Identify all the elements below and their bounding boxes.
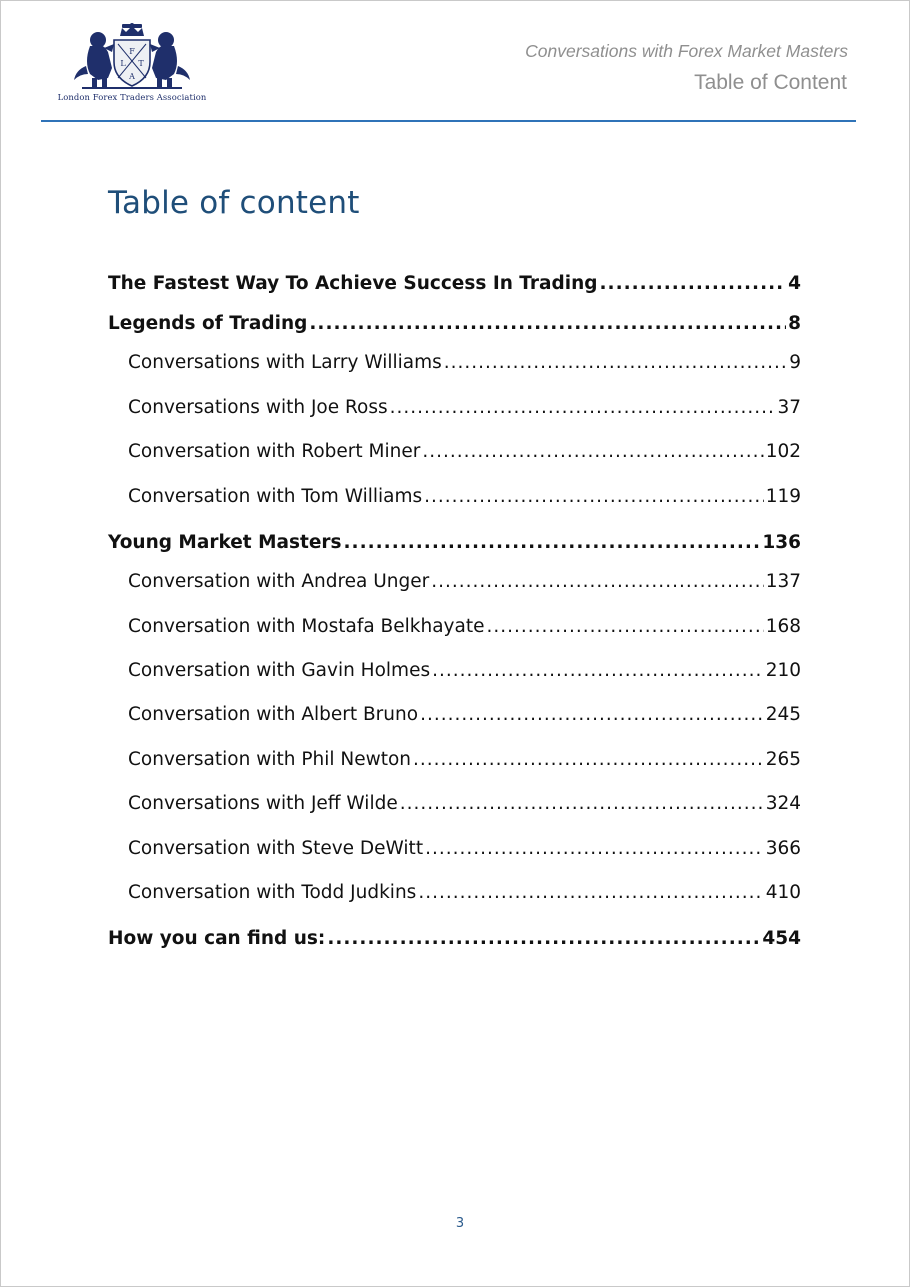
toc-entry-text: Conversations with Larry Williams bbox=[128, 352, 442, 373]
logo-letter-l: L bbox=[120, 59, 126, 68]
header-subtitle: Conversations with Forex Market Masters bbox=[525, 41, 848, 61]
logo-caption: London Forex Traders Association bbox=[57, 92, 207, 102]
toc-entry-page: 245 bbox=[765, 704, 801, 725]
dot-leader bbox=[390, 397, 776, 418]
toc-entry-text: Conversation with Tom Williams bbox=[128, 486, 423, 507]
toc-entry[interactable] bbox=[108, 928, 801, 949]
toc-entry-page: 37 bbox=[777, 397, 801, 418]
toc-entry-page: 410 bbox=[765, 882, 801, 903]
toc-entry[interactable] bbox=[108, 273, 801, 294]
logo-letter-t: T bbox=[138, 59, 144, 68]
toc-entry[interactable] bbox=[128, 352, 801, 373]
dot-leader bbox=[431, 571, 763, 592]
toc-entry-text: Conversation with Andrea Unger bbox=[128, 571, 430, 592]
toc-entry-page: 210 bbox=[765, 660, 801, 681]
toc-entry-text: The Fastest Way To Achieve Success In Trading bbox=[108, 273, 598, 294]
crest-icon bbox=[68, 22, 196, 92]
toc-entry-page: 119 bbox=[765, 486, 801, 507]
toc-entry-page: 4 bbox=[788, 273, 801, 294]
toc-entry-page: 137 bbox=[765, 571, 801, 592]
toc-entry[interactable] bbox=[128, 397, 801, 418]
toc-entry-page: 9 bbox=[789, 352, 801, 373]
toc-entry-text: Legends of Trading bbox=[108, 313, 308, 334]
dot-leader bbox=[400, 793, 764, 814]
toc-entry[interactable] bbox=[128, 749, 801, 770]
dot-leader bbox=[432, 660, 764, 681]
dot-leader bbox=[413, 749, 764, 770]
dot-leader bbox=[420, 704, 764, 725]
toc-entry-text: Conversation with Albert Bruno bbox=[128, 704, 419, 725]
toc-entry-text: Conversation with Mostafa Belkhayate bbox=[128, 616, 485, 637]
toc-entry-text: How you can find us: bbox=[108, 928, 326, 949]
page-number: 3 bbox=[455, 1216, 465, 1231]
toc-entry-text: Conversations with Jeff Wilde bbox=[128, 793, 398, 814]
dot-leader bbox=[486, 616, 763, 637]
toc-entry-page: 136 bbox=[762, 532, 801, 553]
toc-entry[interactable] bbox=[128, 571, 801, 592]
toc-entry-page: 366 bbox=[765, 838, 801, 859]
toc-entry[interactable] bbox=[108, 532, 801, 553]
toc-entry-text: Conversation with Gavin Holmes bbox=[128, 660, 431, 681]
toc-entry[interactable] bbox=[108, 313, 801, 334]
dot-leader bbox=[344, 532, 761, 553]
toc-entry[interactable] bbox=[128, 704, 801, 725]
toc-entry[interactable] bbox=[128, 616, 801, 637]
dot-leader bbox=[600, 273, 787, 294]
dot-leader bbox=[444, 352, 787, 373]
dot-leader bbox=[327, 928, 760, 949]
toc-entry-page: 102 bbox=[765, 441, 801, 462]
toc-entry[interactable] bbox=[128, 882, 801, 903]
toc-entry-page: 265 bbox=[765, 749, 801, 770]
toc-entry[interactable] bbox=[128, 660, 801, 681]
toc-entry-text: Conversation with Steve DeWitt bbox=[128, 838, 424, 859]
toc-entry-page: 324 bbox=[765, 793, 801, 814]
dot-leader bbox=[309, 313, 786, 334]
toc-entry-text: Conversations with Joe Ross bbox=[128, 397, 388, 418]
toc-entry-text: Conversation with Robert Miner bbox=[128, 441, 421, 462]
toc-entry-text: Conversation with Todd Judkins bbox=[128, 882, 417, 903]
dot-leader bbox=[418, 882, 763, 903]
toc-entry[interactable] bbox=[128, 441, 801, 462]
toc-entry-text: Conversation with Phil Newton bbox=[128, 749, 412, 770]
logo-letter-a: A bbox=[129, 72, 135, 81]
toc-entry[interactable] bbox=[128, 793, 801, 814]
header-section-title: Table of Content bbox=[694, 71, 847, 94]
page-title: Table of content bbox=[108, 185, 360, 221]
toc-entry-page: 8 bbox=[788, 313, 801, 334]
dot-leader bbox=[422, 441, 763, 462]
toc-entry-text: Young Market Masters bbox=[108, 532, 342, 553]
dot-leader bbox=[424, 486, 764, 507]
toc-entry[interactable] bbox=[128, 486, 801, 507]
toc-entry-page: 168 bbox=[765, 616, 801, 637]
toc-entry-page: 454 bbox=[762, 928, 801, 949]
dot-leader bbox=[425, 838, 764, 859]
logo-letter-f: F bbox=[129, 47, 135, 56]
toc-entry[interactable] bbox=[128, 838, 801, 859]
lfta-logo bbox=[50, 22, 214, 106]
header-divider bbox=[41, 120, 856, 122]
